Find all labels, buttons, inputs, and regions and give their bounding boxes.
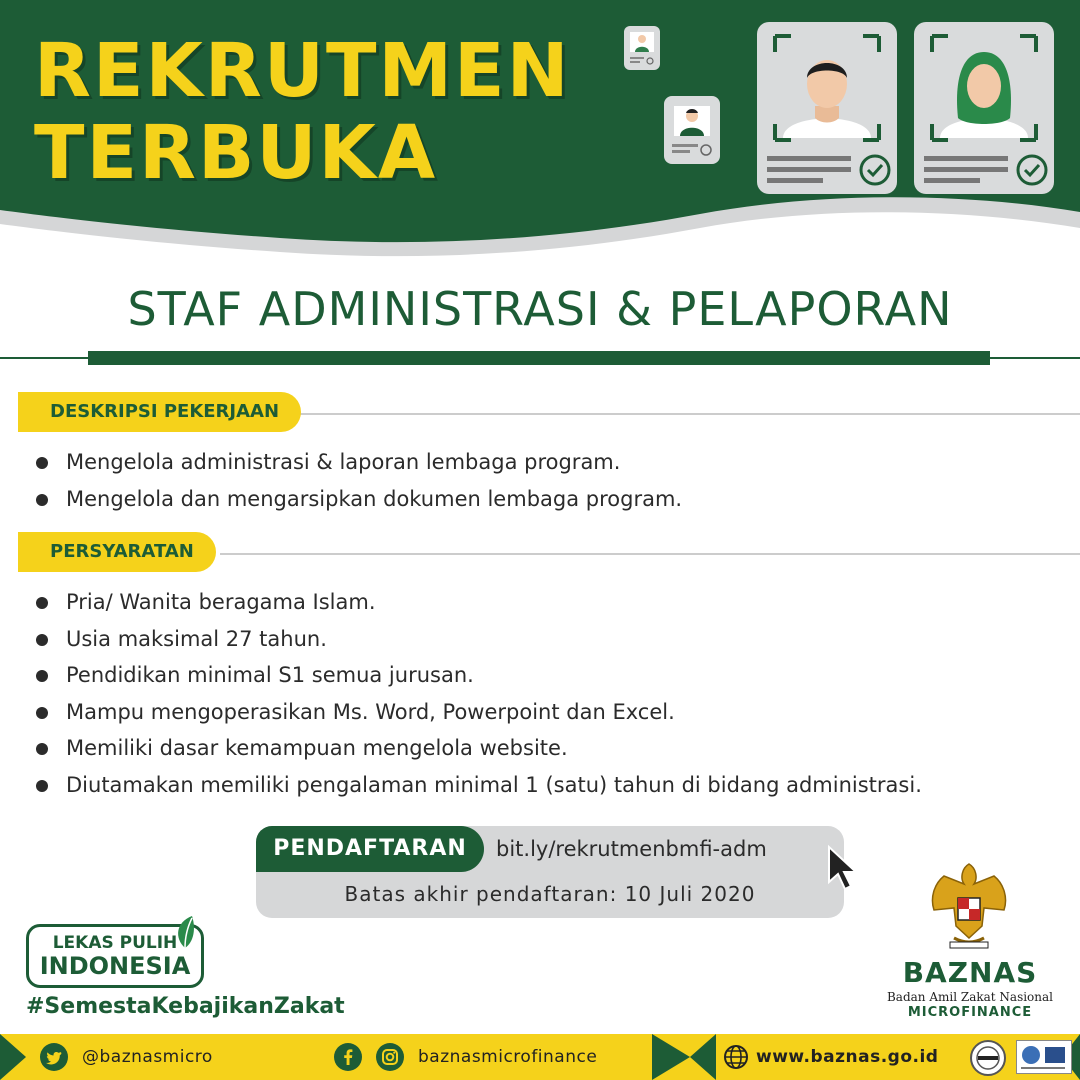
- registration-link[interactable]: bit.ly/rekrutmenbmfi-adm: [496, 837, 767, 861]
- bullet-icon: [36, 634, 48, 646]
- job-description-heading: DESKRIPSI PEKERJAAN: [18, 392, 301, 432]
- website-link[interactable]: www.baznas.go.id: [756, 1047, 939, 1067]
- brand-subtitle: Badan Amil Zakat Nasional: [886, 990, 1054, 1004]
- divider: [88, 351, 990, 365]
- registration-deadline: Batas akhir pendaftaran: 10 Juli 2020: [344, 882, 756, 906]
- cursor-icon: [826, 844, 860, 892]
- certification-icon: [1016, 1040, 1072, 1074]
- bullet-icon: [36, 457, 48, 469]
- list-item: [36, 657, 922, 694]
- requirements-list: [36, 584, 922, 803]
- instagram-icon[interactable]: [376, 1043, 404, 1071]
- list-item: [36, 694, 922, 731]
- badge-line-2: INDONESIA: [39, 952, 191, 980]
- page-title: [34, 30, 571, 194]
- bullet-icon: [36, 597, 48, 609]
- female-candidate-card: [914, 22, 1054, 194]
- small-profile-card-2: [664, 96, 720, 164]
- list-item: [36, 481, 682, 518]
- title-line-1: REKRUTMEN: [34, 28, 571, 114]
- requirements-heading: PERSYARATAN: [18, 532, 216, 572]
- bullet-icon: [36, 743, 48, 755]
- list-item-text: Pria/ Wanita beragama Islam.: [66, 590, 376, 614]
- brand-unit: MICROFINANCE: [907, 1005, 1033, 1020]
- garuda-emblem: [924, 854, 1014, 954]
- bullet-icon: [36, 707, 48, 719]
- twitter-icon[interactable]: [40, 1043, 68, 1071]
- list-item-text: Diutamakan memiliki pengalaman minimal 1 (satu) tahun di bidang administrasi.: [66, 772, 922, 797]
- check-icon: [1018, 156, 1046, 184]
- hashtag: #SemestaKebajikanZakat: [26, 994, 345, 1019]
- divider: [220, 553, 1080, 555]
- list-item: [36, 444, 682, 481]
- male-candidate-card: [757, 22, 897, 194]
- badge-line-1: LEKAS PULIH: [52, 933, 178, 953]
- list-item: [36, 767, 922, 804]
- list-item-text: Mengelola administrasi & laporan lembaga program.: [66, 450, 621, 474]
- social-handle[interactable]: baznasmicrofinance: [418, 1047, 598, 1067]
- registration-label: PENDAFTARAN: [256, 826, 484, 872]
- bullet-icon: [36, 494, 48, 506]
- list-item-text: Pendidikan minimal S1 semua jurusan.: [66, 663, 474, 687]
- list-item: [36, 621, 922, 658]
- brand-name: BAZNAS: [902, 956, 1038, 989]
- list-item: [36, 730, 922, 767]
- list-item-text: Usia maksimal 27 tahun.: [66, 626, 327, 651]
- globe-icon[interactable]: [722, 1043, 750, 1071]
- facebook-icon[interactable]: [334, 1043, 362, 1071]
- bullet-icon: [36, 670, 48, 682]
- leaf-icon: [170, 914, 200, 950]
- small-profile-card-1: [624, 26, 660, 70]
- title-line-2: TERBUKA: [34, 110, 438, 196]
- job-description-list: [36, 444, 682, 517]
- waras-seal-icon: [970, 1040, 1006, 1076]
- list-item-text: Mampu mengoperasikan Ms. Word, Powerpoint dan Excel.: [66, 699, 675, 724]
- bullet-icon: [36, 780, 48, 792]
- twitter-handle[interactable]: @baznasmicro: [82, 1047, 213, 1067]
- divider: [300, 413, 1080, 415]
- list-item: [36, 584, 922, 621]
- list-item-text: Mengelola dan mengarsipkan dokumen lembaga program.: [66, 486, 683, 511]
- position-title: STAF ADMINISTRASI & PELAPORAN: [127, 282, 953, 336]
- list-item-text: Memiliki dasar kemampuan mengelola website.: [66, 736, 568, 760]
- check-icon: [861, 156, 889, 184]
